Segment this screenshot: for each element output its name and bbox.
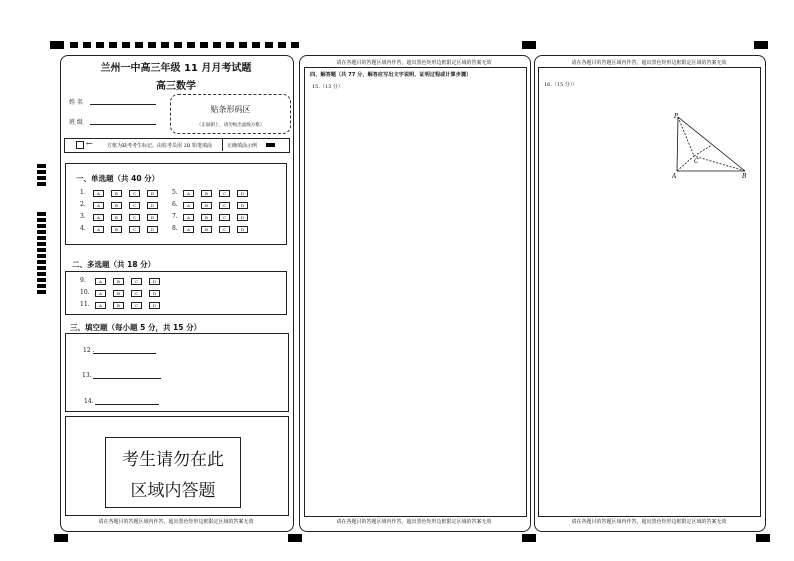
timing-mark (522, 534, 536, 542)
edge-bc (694, 156, 745, 171)
barcode-title: 贴条形码区 (210, 105, 251, 114)
option-bubble[interactable]: C (219, 226, 230, 233)
no-answer-line1: 考生请勿在此 (122, 450, 224, 470)
question-number: 1. (80, 189, 86, 196)
absent-note: 方框为缺考考生标记，由监考员用 2B 铅笔填涂 (107, 143, 213, 149)
option-bubble[interactable]: A (93, 202, 104, 209)
option-bubble[interactable]: C (219, 190, 230, 197)
option-bubble[interactable]: B (113, 278, 124, 285)
instruction-bottom-right: 请在各题目的答题区域内作答，超出黑色矩形边框限定区域的答案无效 (571, 519, 727, 525)
question-number: 10. (80, 289, 90, 296)
option-bubble[interactable]: B (113, 302, 124, 309)
option-bubble[interactable]: D (149, 290, 160, 297)
no-answer-line2: 区域内答题 (130, 481, 216, 501)
question-number: 4. (80, 225, 86, 232)
name-field[interactable] (90, 104, 156, 105)
timing-track-left-upper (37, 164, 46, 186)
name-label: 姓 名 (69, 99, 83, 106)
divider (222, 138, 223, 151)
vertex-label-p: P (674, 113, 679, 120)
question-number: 8. (172, 225, 178, 232)
option-bubble[interactable]: D (149, 278, 160, 285)
option-bubble[interactable]: A (183, 226, 194, 233)
section1-title: 一、单选题（共 40 分） (76, 174, 160, 183)
option-bubble[interactable]: B (111, 226, 122, 233)
option-bubble[interactable]: B (111, 214, 122, 221)
q12-answer-line[interactable] (93, 353, 156, 354)
option-bubble[interactable]: D (237, 214, 248, 221)
timing-mark (54, 534, 68, 542)
edge-ac (677, 156, 694, 171)
vertex-label-a: A (672, 173, 677, 180)
barcode-area (170, 94, 291, 134)
option-bubble[interactable]: B (111, 190, 122, 197)
option-bubble[interactable]: A (95, 278, 106, 285)
subject-title: 高三数学 (156, 81, 196, 92)
option-bubble[interactable]: C (129, 214, 140, 221)
question-number: 2. (80, 201, 86, 208)
timing-track-left-lower (37, 212, 46, 296)
option-bubble[interactable]: A (93, 190, 104, 197)
option-bubble[interactable]: C (131, 278, 142, 285)
option-bubble[interactable]: D (237, 202, 248, 209)
timing-mark (756, 534, 770, 542)
pyramid-figure (672, 110, 752, 180)
vertex-label-b: B (742, 173, 747, 180)
section4-box (304, 67, 527, 517)
timing-mark (754, 41, 768, 49)
option-bubble[interactable]: A (95, 290, 106, 297)
q14-label: 14. (84, 398, 94, 405)
edge-pb (678, 117, 745, 171)
option-bubble[interactable]: B (201, 214, 212, 221)
option-bubble[interactable]: B (113, 290, 124, 297)
section3-title: 三、填空题（每小题 5 分，共 15 分） (70, 323, 202, 332)
option-bubble[interactable]: B (201, 226, 212, 233)
barcode-note: （正面朝上，请勿贴出虚线方框） (196, 123, 265, 128)
instruction-top-middle: 请在各题目的答题区域内作答，超出黑色矩形边框限定区域的答案无效 (336, 60, 492, 66)
question-number: 9. (80, 277, 86, 284)
question-number: 11. (80, 301, 90, 308)
arrow-left-icon: ← (86, 139, 93, 148)
instruction-top-right: 请在各题目的答题区域内作答，超出黑色矩形边框限定区域的答案无效 (571, 60, 727, 66)
timing-mark (522, 41, 536, 49)
q13-answer-line[interactable] (93, 378, 161, 379)
option-bubble[interactable]: C (219, 214, 230, 221)
q13-label: 13. (82, 372, 92, 379)
edge-pa (677, 117, 678, 171)
exam-title: 兰州一中高三年级 11 月月考试题 (100, 63, 252, 74)
option-bubble[interactable]: D (147, 226, 158, 233)
option-bubble[interactable]: A (183, 214, 194, 221)
option-bubble[interactable]: D (237, 190, 248, 197)
timing-mark (288, 534, 302, 542)
question-number: 5. (172, 189, 178, 196)
class-field[interactable] (90, 124, 156, 125)
option-bubble[interactable]: C (219, 202, 230, 209)
q16-label: 16.（15 分）） (544, 82, 578, 88)
fill-example-label: 正确填涂示例 (227, 143, 258, 149)
option-bubble[interactable]: C (131, 302, 142, 309)
question-number: 7. (172, 213, 178, 220)
edge-cm (694, 145, 712, 156)
instruction-bottom-left: 请在各题目的答题区域内作答，超出黑色矩形边框限定区域的答案无效 (98, 519, 254, 525)
option-bubble[interactable]: A (183, 190, 194, 197)
option-bubble[interactable]: A (93, 214, 104, 221)
instruction-bottom-middle: 请在各题目的答题区域内作答，超出黑色矩形边框限定区域的答案无效 (336, 519, 492, 525)
q14-answer-line[interactable] (95, 404, 159, 405)
fill-example-mark (266, 143, 275, 147)
timing-mark (50, 41, 64, 49)
option-bubble[interactable]: B (201, 190, 212, 197)
option-bubble[interactable]: D (149, 302, 160, 309)
question-number: 3. (80, 213, 86, 220)
option-bubble[interactable]: C (129, 226, 140, 233)
edge-pc (678, 117, 694, 156)
section4-title: 四、解答题（共 77 分，解答应写出文字说明、证明过程或计算步骤） (310, 72, 472, 78)
option-bubble[interactable]: D (147, 214, 158, 221)
option-bubble[interactable]: D (237, 226, 248, 233)
option-bubble[interactable]: A (95, 302, 106, 309)
timing-track-top (70, 42, 300, 48)
option-bubble[interactable]: D (147, 202, 158, 209)
option-bubble[interactable]: B (201, 202, 212, 209)
option-bubble[interactable]: D (147, 190, 158, 197)
q12-label: 12 . (83, 347, 95, 354)
absent-checkbox[interactable] (76, 141, 84, 149)
option-bubble[interactable]: C (129, 202, 140, 209)
vertex-label-c: C (694, 158, 699, 165)
q15-label: 15.（13 分） (312, 84, 343, 90)
section3-box (65, 333, 289, 412)
class-label: 班 级 (69, 119, 83, 126)
option-bubble[interactable]: C (131, 290, 142, 297)
option-bubble[interactable]: A (93, 226, 104, 233)
option-bubble[interactable]: A (183, 202, 194, 209)
no-answer-box (105, 437, 241, 508)
question-number: 6. (172, 201, 178, 208)
option-bubble[interactable]: B (111, 202, 122, 209)
section2-title: 二、多选题（共 18 分） (72, 260, 156, 269)
option-bubble[interactable]: C (129, 190, 140, 197)
